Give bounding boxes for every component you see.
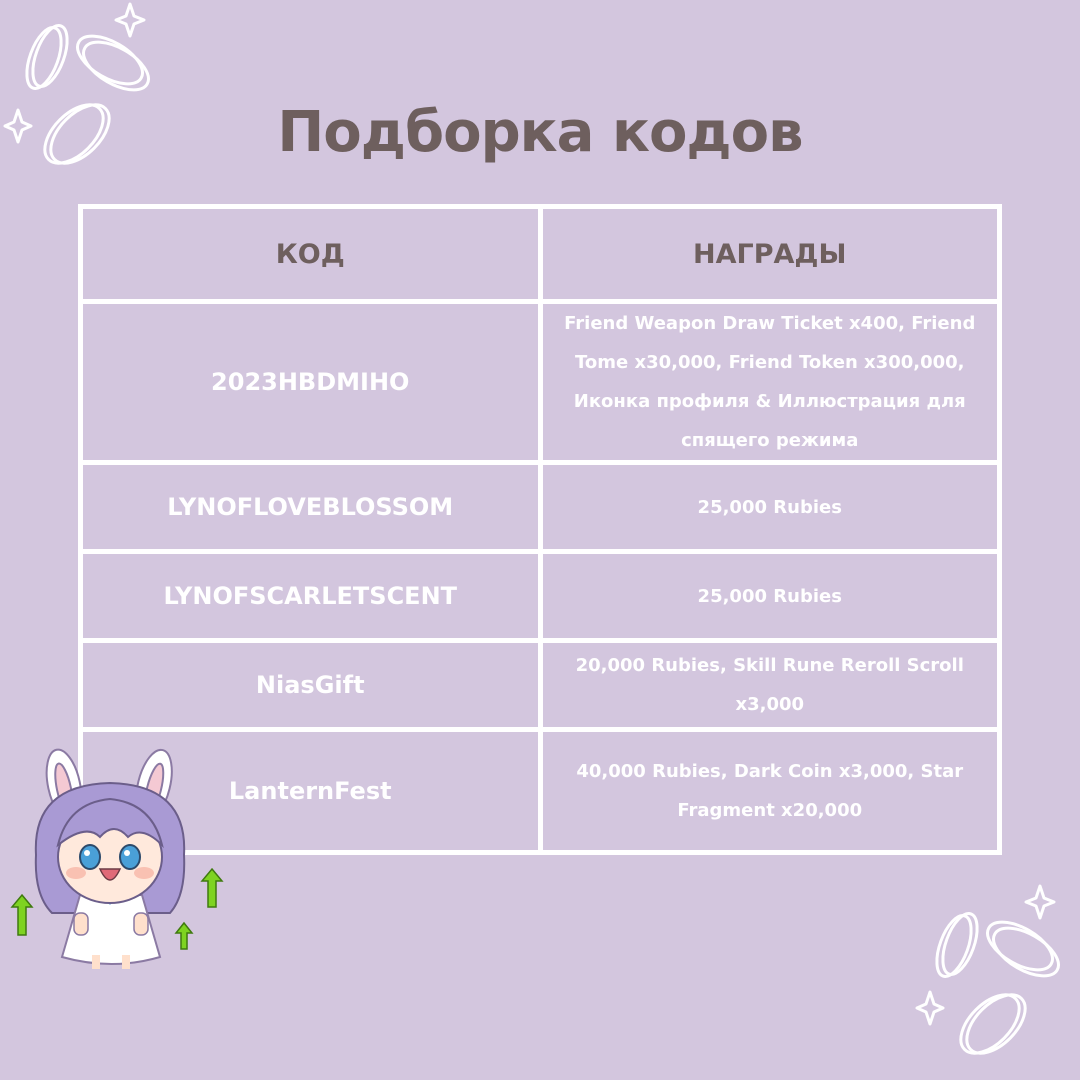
coin-icon	[70, 26, 156, 99]
coins-decoration-bottom-right	[910, 880, 1080, 1070]
code-cell: NiasGift	[81, 641, 541, 730]
sparkle-icon	[1026, 886, 1054, 918]
rewards-cell: 25,000 Rubies	[540, 552, 1000, 641]
table-row	[81, 302, 1000, 463]
sparkle-icon	[116, 4, 144, 36]
sparkle-icon	[917, 992, 943, 1024]
coin-icon	[20, 21, 74, 93]
code-cell: 2023HBDMIHO	[81, 302, 541, 463]
code-cell: LanternFest	[81, 730, 541, 853]
code-cell: LYNOFSCARLETSCENT	[81, 552, 541, 641]
header-rewards: НАГРАДЫ	[540, 207, 1000, 302]
bunny-girl-mascot	[2, 745, 232, 975]
coin-icon	[930, 909, 984, 981]
table-row	[81, 552, 1000, 641]
arrow-up-icon	[176, 923, 192, 949]
header-code: КОД	[81, 207, 541, 302]
coin-icon	[950, 984, 1035, 1063]
code-cell: LYNOFLOVEBLOSSOM	[81, 463, 541, 552]
table-row	[81, 641, 1000, 730]
table-row	[81, 463, 1000, 552]
rewards-cell: 20,000 Rubies, Skill Rune Reroll Scroll x3,000	[540, 641, 1000, 730]
page-title: Подборка кодов	[277, 100, 803, 165]
arrow-up-icon	[12, 895, 32, 935]
rewards-cell: 25,000 Rubies	[540, 463, 1000, 552]
table-header-row	[81, 207, 1000, 302]
coin-icon	[980, 912, 1066, 985]
rewards-cell: Friend Weapon Draw Ticket x400, Friend Tome x30,000, Friend Token x300,000, Иконка профиля & Иллюстрация для спящего режима	[540, 302, 1000, 463]
rewards-cell: 40,000 Rubies, Dark Coin x3,000, Star Fragment x20,000	[540, 730, 1000, 853]
dress	[62, 895, 160, 964]
arrow-up-icon	[202, 869, 222, 907]
